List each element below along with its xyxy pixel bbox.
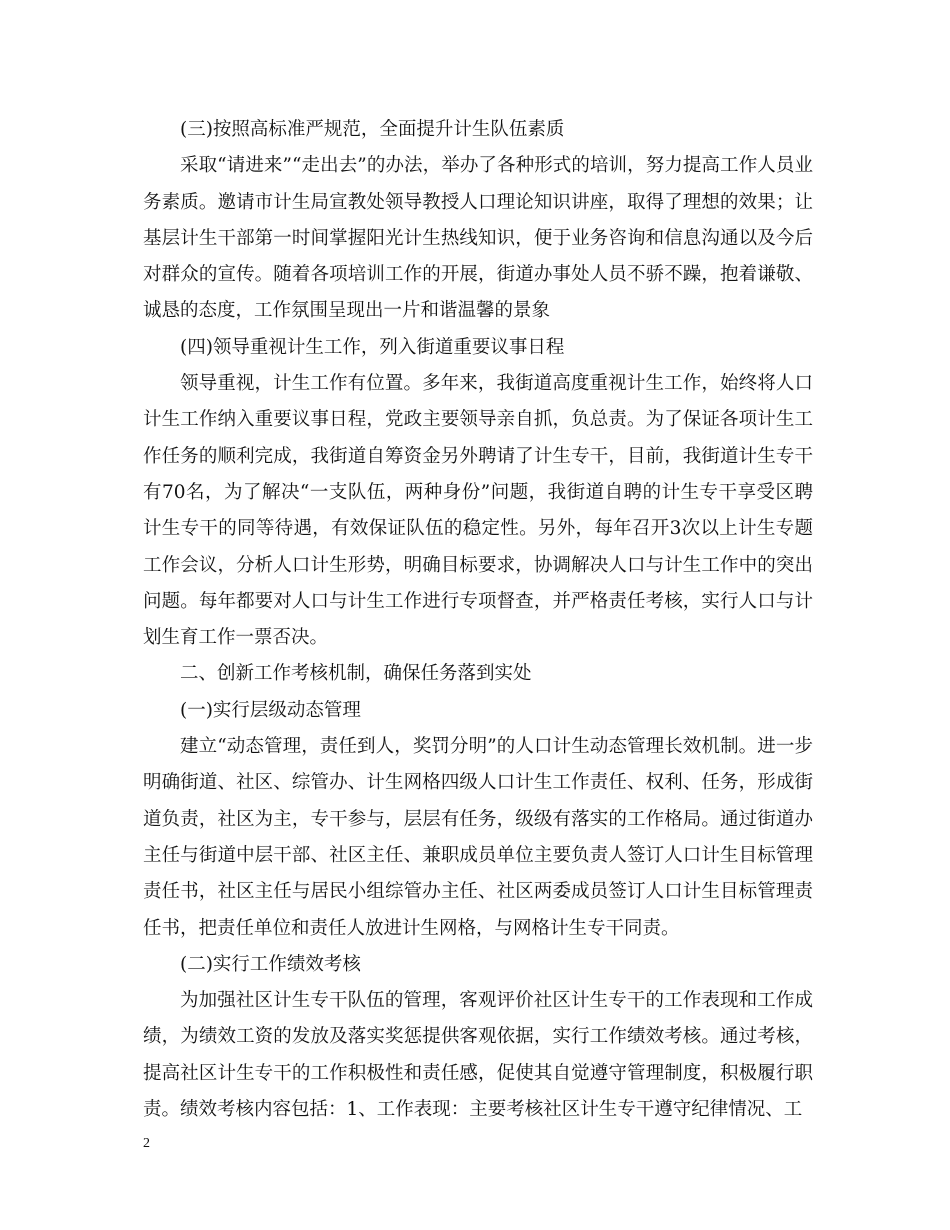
chapter-heading-2: 二、创新工作考核机制，确保任务落到实处 bbox=[180, 663, 532, 685]
page-number: 2 bbox=[143, 1136, 150, 1151]
body-paragraph: 领导重视，计生工作有位置。多年来，我街道高度重视计生工作，始终将人口计生工作纳入重要议事日程，党政主要领导亲自抓，负总责。为了保证各项计生工作任务的顺利完成，我街道自筹资金另外聘请了计生专干，目前，我街道计生专干有70名，为了解决“一支队伍，两种身份”问题，我街道自聘的计生专干享受区聘计生专干的同等待遇，有效保证队伍的稳定性。另外，每年召开3次以上计生专题工作会议，分析人口计生形势，明确目标要求，协调解决人口与计生工作中的突出问题。每年都要对人口与计生工作进行专项督查，并严格责任考核，实行人口与计划生育工作一票否决。 bbox=[143, 373, 813, 649]
body-paragraph: 为加强社区计生专干队伍的管理，客观评价社区计生专干的工作表现和工作成绩，为绩效工资的发放及落实奖惩提供客观依据，实行工作绩效考核。通过考核，提高社区计生专干的工作积极性和责任感，促使其自觉遵守管理制度，积极履行职责。绩效考核内容包括：1、工作表现：主要考核社区计生专干遵守纪律情况、工 bbox=[143, 990, 813, 1121]
section-heading-1: (一)实行层级动态管理 bbox=[180, 699, 361, 721]
body-paragraph: 建立“动态管理，责任到人，奖罚分明”的人口计生动态管理长效机制。进一步明确街道、社区、综管办、计生网格四级人口计生工作责任、权利、任务，形成街道负责，社区为主，专干参与，层层有任务，级级有落实的工作格局。通过街道办主任与街道中层干部、社区主任、兼职成员单位主要负责人签订人口计生目标管理责任书，社区主任与居民小组综管办主任、社区两委成员签订人口计生目标管理责任书，把责任单位和责任人放进计生网格，与网格计生专干同责。 bbox=[143, 736, 813, 939]
section-heading-4: (四)领导重视计生工作，列入街道重要议事日程 bbox=[180, 336, 565, 358]
document-body bbox=[143, 112, 813, 1128]
body-paragraph: 采取“请进来”“走出去”的办法，举办了各种形式的培训，努力提高工作人员业务素质。邀请市计生局宣教处领导教授人口理论知识讲座，取得了理想的效果；让基层计生干部第一时间掌握阳光计生热线知识，便于业务咨询和信息沟通以及今后对群众的宣传。随着各项培训工作的开展，街道办事处人员不骄不躁，抱着谦敬、诚恳的态度，工作氛围呈现出一片和谐温馨的景象 bbox=[143, 155, 813, 322]
section-heading-3: (三)按照高标准严规范，全面提升计生队伍素质 bbox=[180, 119, 565, 140]
section-heading-2: (二)实行工作绩效考核 bbox=[180, 953, 361, 975]
